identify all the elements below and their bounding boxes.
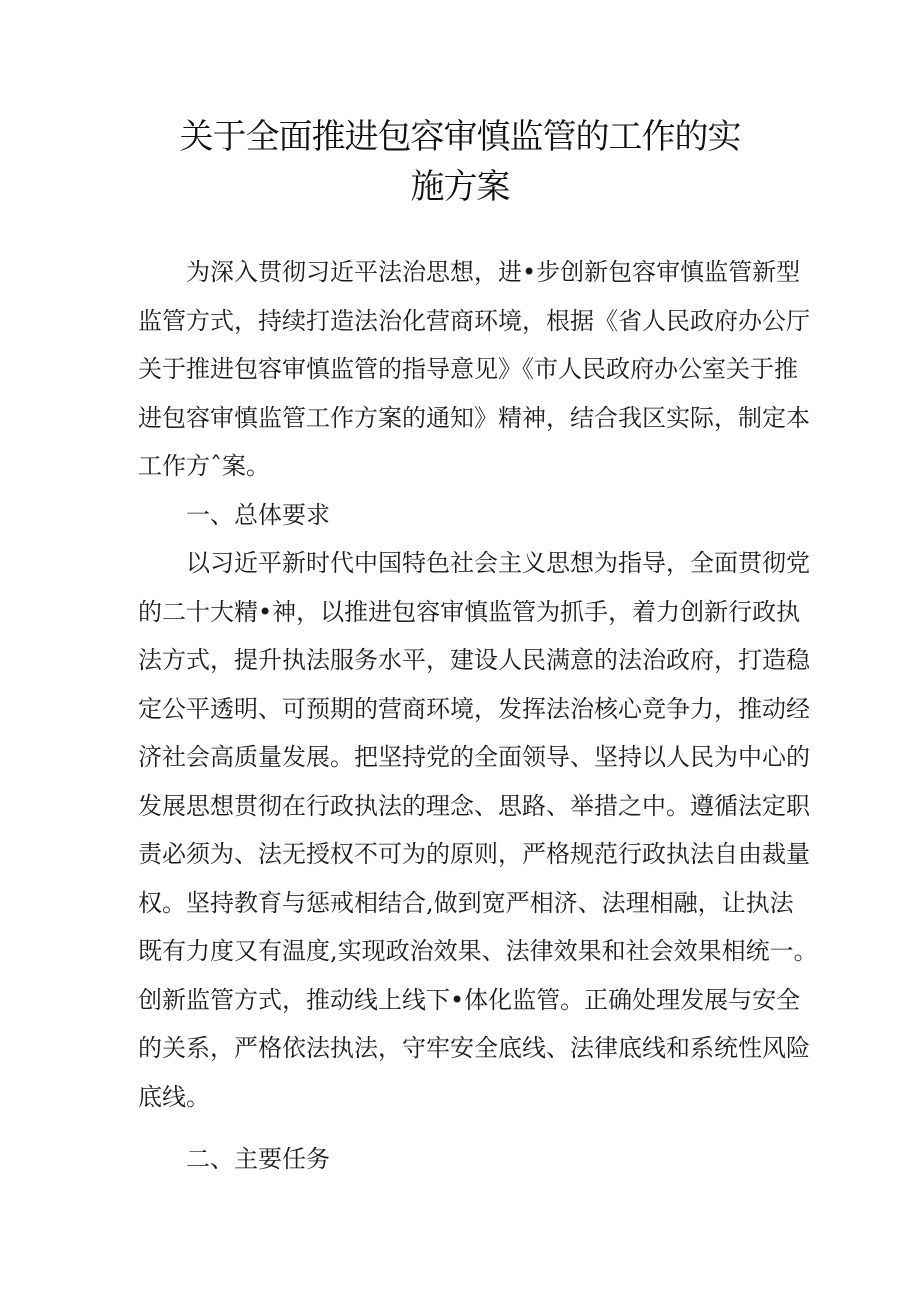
text-line: 定公平透明、可预期的营商环境，发挥法治核心竞争力，推动经 <box>138 694 810 723</box>
section-heading-1 <box>138 491 788 540</box>
text-line: 的关系，严格依法执法，守牢安全底线、法律底线和系统性风险 <box>138 1034 810 1062</box>
text-line: 的二十大精•神，以推进包容审慎监管为抓手，着力创新行政执 <box>138 597 801 626</box>
text-line: 底线。 <box>138 1082 210 1111</box>
paragraph-section-1 <box>138 539 818 1121</box>
document-body <box>138 248 818 1184</box>
title-line-2: 施方案 <box>410 167 510 207</box>
section-heading-text: 一、总体要求 <box>186 500 330 529</box>
text-line: 进包容审慎监管工作方案的通知》精神，结合我区实际，制定本 <box>138 403 810 432</box>
text-line: 以习近平新时代中国特色社会主义思想为指导，全面贯彻党 <box>186 549 810 577</box>
document-title <box>130 112 790 212</box>
title-line-1: 关于全面推进包容审慎监管的工作的实 <box>179 117 741 157</box>
text-line: 法方式，提升执法服务水平，建设人民满意的法治政府，打造稳 <box>138 646 810 674</box>
text-line: 创新监管方式，推动线上线下•体化监管。正确处理发展与安全 <box>138 985 801 1014</box>
text-line: 济社会高质量发展。把坚持党的全面领导、坚持以人民为中心的 <box>138 743 810 771</box>
text-line: 关于推进包容审慎监管的指导意见》《市人民政府办公室关于推 <box>138 355 798 383</box>
section-heading-2 <box>138 1135 788 1184</box>
text-line: 发展思想贯彻在行政执法的理念、思路、举措之中。遵循法定职 <box>138 791 810 820</box>
text-line: 既有力度又有温度,实现政治效果、法律效果和社会效果相统一。 <box>138 937 818 965</box>
text-line: 工作方ˆ案。 <box>138 452 270 480</box>
paragraph-intro <box>138 248 810 491</box>
text-line: 权。坚持教育与惩戒相结合,做到宽严相济、法理相融，让执法 <box>138 888 794 917</box>
text-line: 为深入贯彻习近平法治思想，进•步创新包容审慎监管新型 <box>186 258 801 286</box>
text-line: 责必须为、法无授权不可为的原则，严格规范行政执法自由裁量 <box>138 840 810 868</box>
text-line: 监管方式，持续打造法治化营商环境，根据《省人民政府办公厅 <box>138 306 810 335</box>
section-heading-text: 二、主要任务 <box>186 1145 330 1173</box>
